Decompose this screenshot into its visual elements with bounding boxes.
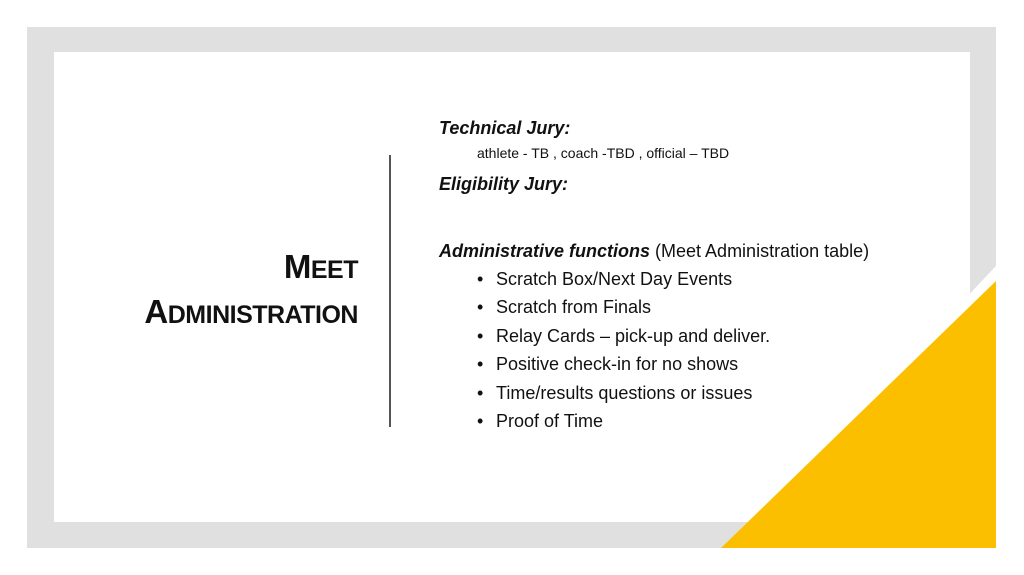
title-line-2-rest: DMINISTRATION	[167, 301, 358, 329]
administrative-functions-heading: Administrative functions	[439, 241, 651, 261]
list-item: • Positive check-in for no shows	[477, 353, 879, 375]
technical-jury-heading: Technical Jury:	[439, 118, 571, 138]
title-line-1-initial: M	[283, 248, 311, 285]
title-line-1-rest: EET	[310, 256, 358, 284]
list-item: • Proof of Time	[477, 410, 879, 432]
title-line-2-initial: A	[144, 293, 168, 330]
title-line-2	[38, 293, 358, 338]
list-item: • Scratch Box/Next Day Events	[477, 268, 879, 290]
vertical-divider	[389, 155, 391, 427]
administrative-functions-suffix: (Meet Administration table)	[650, 241, 870, 261]
administrative-functions	[439, 240, 879, 262]
list-item: • Time/results questions or issues	[477, 382, 879, 404]
slide-title	[38, 248, 358, 338]
list-item: • Scratch from Finals	[477, 296, 879, 318]
title-line-1	[38, 248, 358, 293]
eligibility-jury-heading: Eligibility Jury:	[439, 174, 569, 194]
technical-jury-detail: athlete - TB , coach -TBD , official – TBD	[477, 145, 730, 161]
list-item: • Relay Cards – pick-up and deliver.	[477, 325, 879, 347]
slide-content	[439, 116, 879, 438]
administrative-functions-list	[439, 268, 879, 432]
